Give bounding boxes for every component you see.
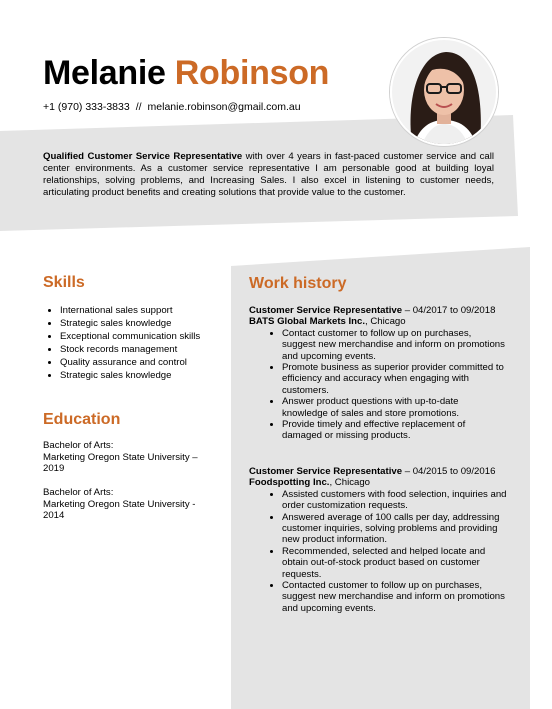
job-entry	[249, 305, 507, 442]
job-dates: – 04/2017 to 09/2018	[402, 305, 496, 316]
job-title: Customer Service Representative	[249, 305, 403, 316]
duty-item: • Promote business as superior provider committed to efficiency and accuracy when engaging with customers.	[282, 362, 507, 396]
duty-item: • Assisted customers with food selection, inquiries and order customization requests.	[282, 489, 507, 512]
job-title: Customer Service Representative	[249, 466, 403, 477]
skill-item: • Stock records management	[60, 343, 200, 356]
duty-item: • Answer product questions with up-to-date knowledge of sales and store promotions.	[282, 396, 507, 419]
duty-item: • Recommended, selected and helped locate and obtain out-of-stock product based on customer requests.	[282, 546, 507, 580]
education-entry	[43, 487, 213, 522]
job-dates: – 04/2015 to 09/2016	[402, 466, 496, 477]
duty-item: • Answered average of 100 calls per day, addressing customer inquiries, solving problems and providing new product information.	[282, 512, 507, 546]
duty-item: • Provide timely and effective replacement of damaged or missing products.	[282, 419, 507, 442]
skill-item: • Quality assurance and control	[60, 356, 200, 369]
contact-separator: //	[135, 101, 142, 113]
summary-lead: Qualified Customer Service Representative	[43, 151, 243, 162]
work-history-heading: Work history	[249, 275, 347, 292]
skill-item: • International sales support	[60, 304, 200, 317]
job-role-line	[249, 466, 507, 477]
degree: Bachelor of Arts:	[43, 487, 114, 498]
job-location: , Chicago	[329, 477, 370, 489]
duty-item: • Contact customer to follow up on purchases, suggest new merchandise and inform on promotions and upcoming events.	[282, 328, 507, 362]
professional-summary	[43, 151, 494, 199]
degree-detail: Marketing Oregon State University - 2014	[43, 498, 196, 521]
skills-heading: Skills	[43, 274, 85, 291]
profile-photo	[390, 38, 498, 146]
job-company-line	[249, 477, 507, 488]
contact-line	[43, 101, 301, 113]
skill-item: • Exceptional communication skills	[60, 330, 200, 343]
first-name: Melanie	[43, 54, 166, 92]
last-name: Robinson	[174, 54, 330, 92]
skill-item: • Strategic sales knowledge	[60, 369, 200, 382]
education-heading: Education	[43, 411, 121, 428]
skill-item: • Strategic sales knowledge	[60, 317, 200, 330]
duty-item: • Contacted customer to follow up on purchases, suggest new merchandise and inform on promotions and upcoming events.	[282, 580, 507, 614]
education-entry	[43, 440, 213, 475]
portrait-illustration	[392, 40, 496, 144]
job-location: , Chicago	[365, 316, 406, 328]
job-duties	[249, 489, 507, 614]
job-role-line	[249, 305, 507, 316]
candidate-name	[43, 53, 329, 93]
job-entry	[249, 466, 507, 614]
email-address: melanie.robinson@gmail.com.au	[147, 101, 301, 113]
phone-number: +1 (970) 333-3833	[43, 101, 130, 113]
company-name: BATS Global Markets Inc.	[249, 316, 366, 328]
skills-list	[43, 304, 200, 382]
summary-text: with over 4 years in fast-paced customer service and call center environments. As a customer service representative I am personable good at building loyal relationships, solving problems, and Increasing Sales. I also excel in listening to customer needs, articulating product benefits and creating solutions that provide value to the customer.	[43, 151, 494, 198]
job-duties	[249, 328, 507, 442]
company-name: Foodspotting Inc.	[249, 477, 330, 489]
degree: Bachelor of Arts:	[43, 440, 114, 451]
job-company-line	[249, 316, 507, 327]
degree-detail: Marketing Oregon State University – 2019	[43, 451, 198, 474]
